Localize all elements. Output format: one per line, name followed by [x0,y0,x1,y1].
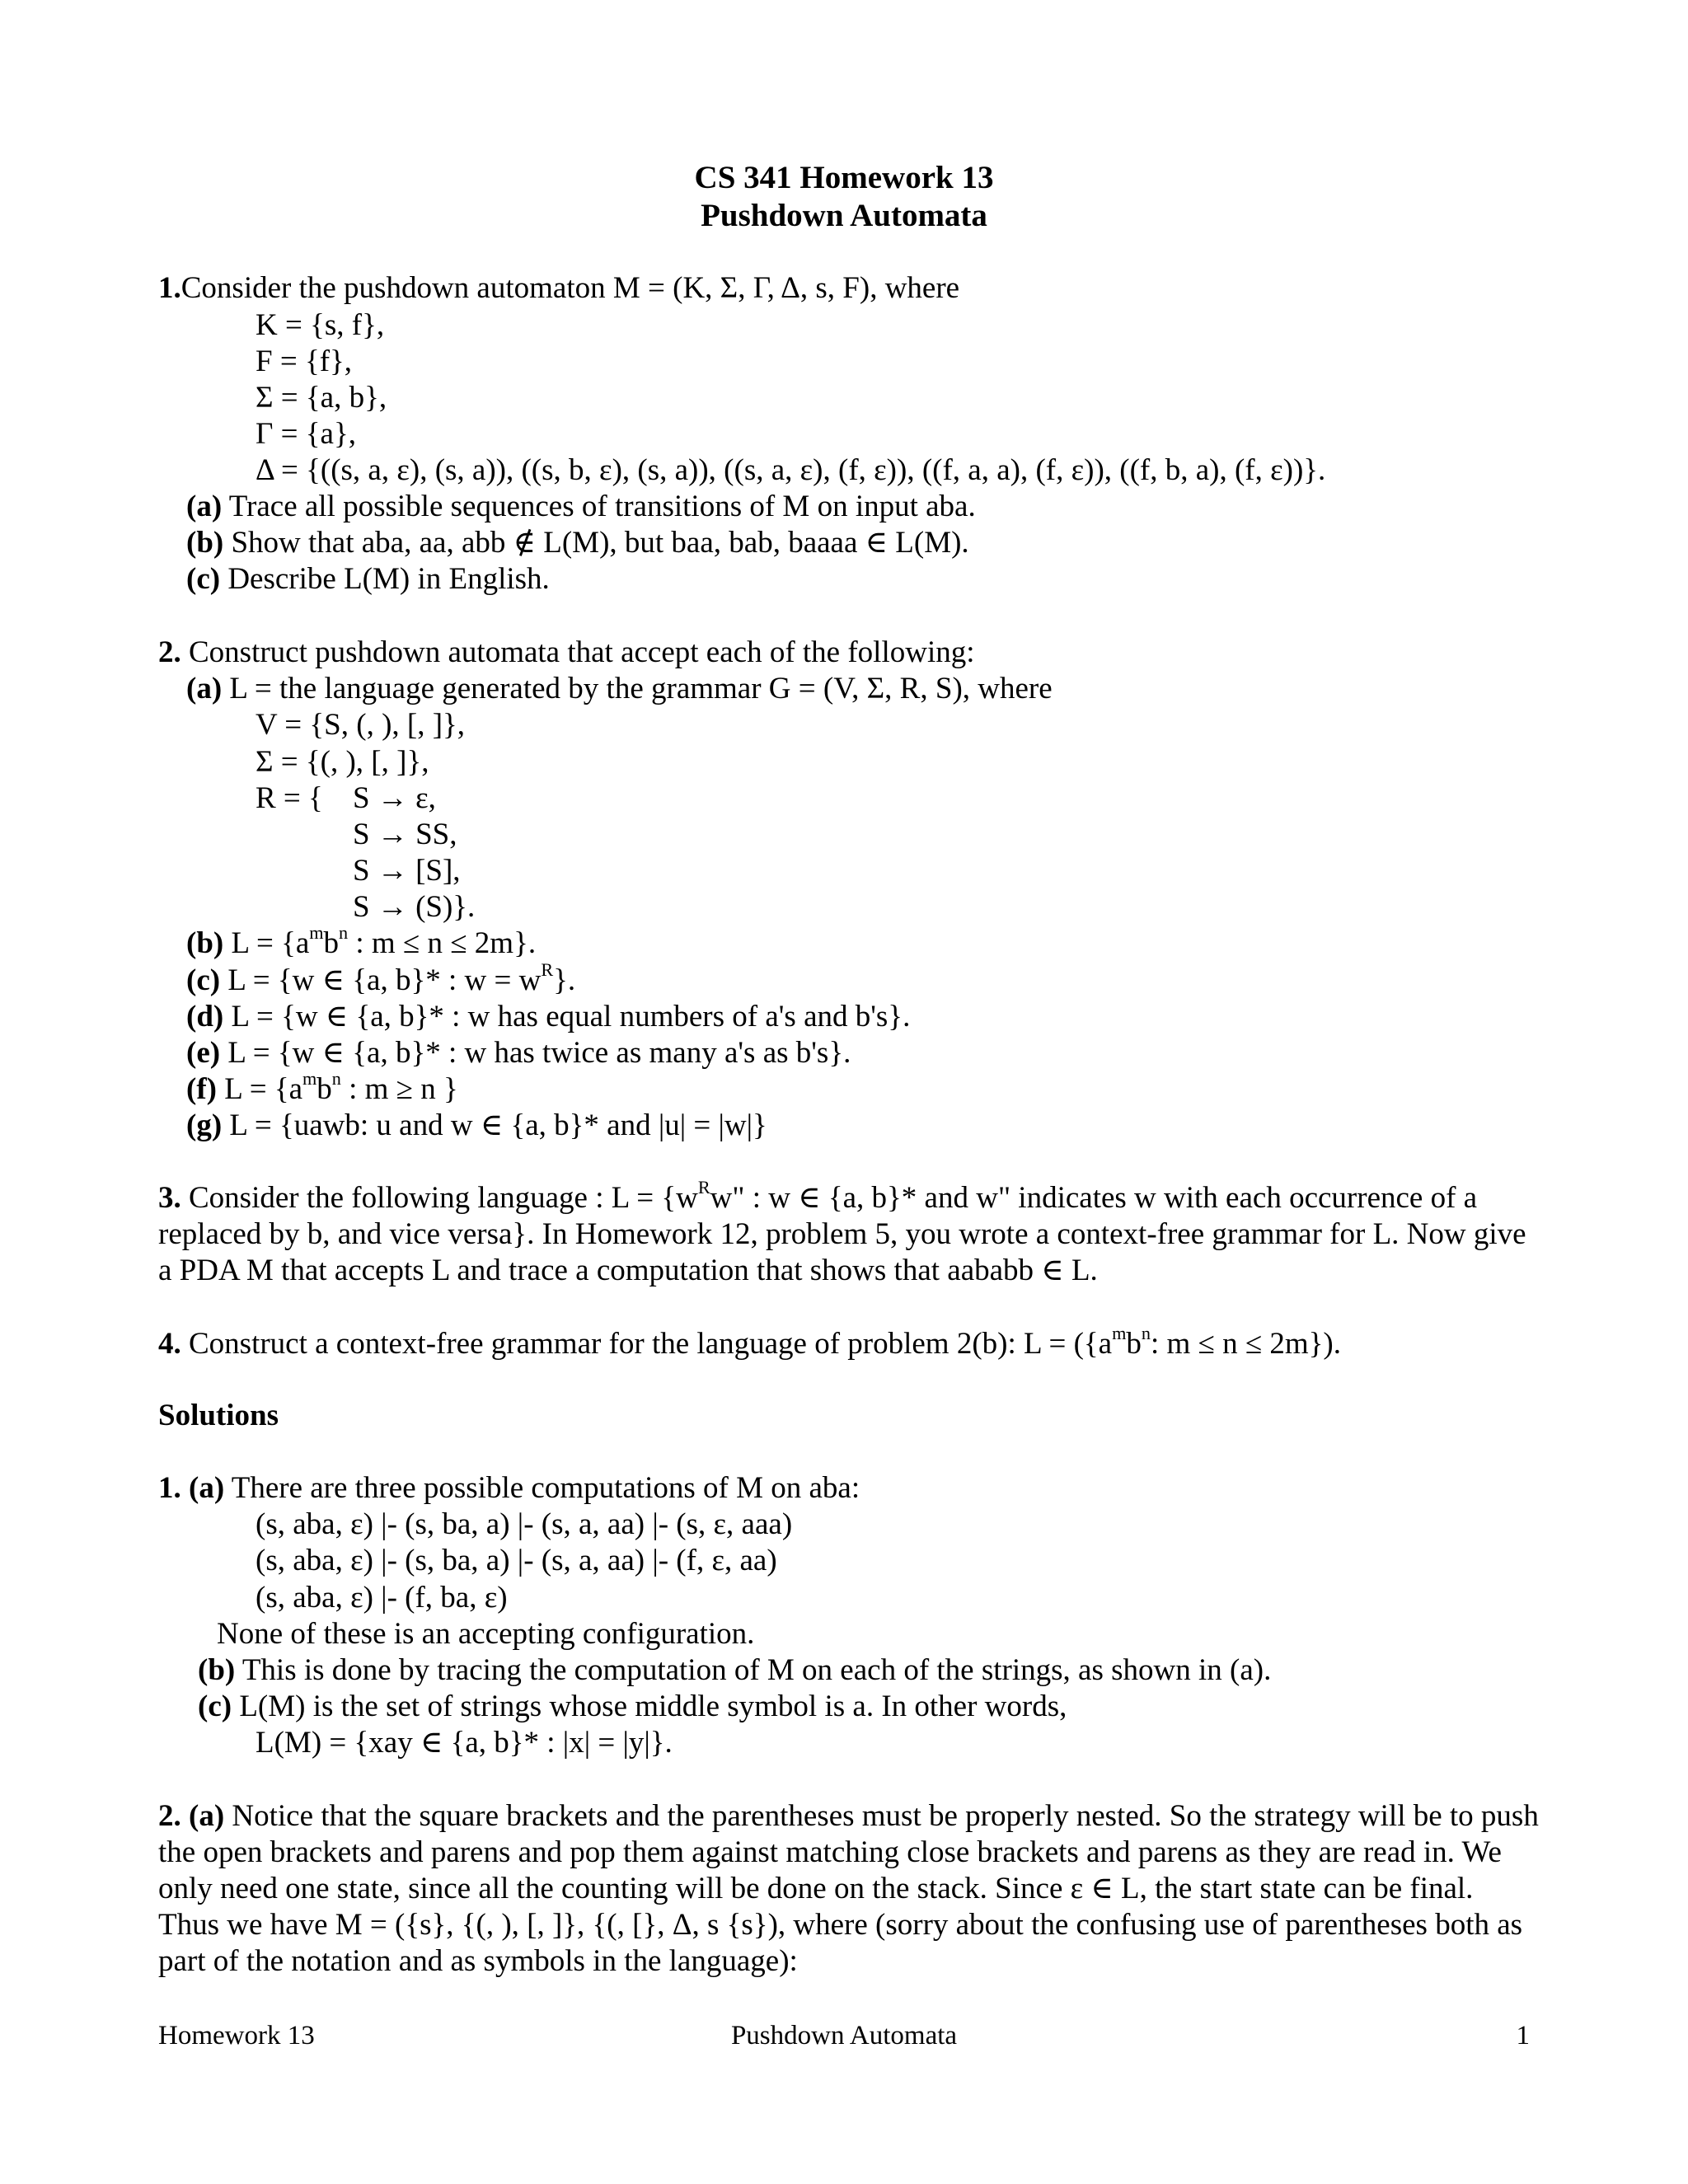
solution-2a-line-2: the open brackets and parens and pop them against matching close brackets and parens as they are read in. We [158,1835,1502,1869]
solution-1c-language: L(M) = {xay ∈ {a, b}* : |x| = |y|}. [256,1726,673,1760]
solution-1a: 1. (a) There are three possible computations of M on aba: [158,1471,860,1505]
solution-2a-line-4: Thus we have M = ({s}, {(, ), [, ]}, {(, [}, Δ, s {s}), where (sorry about the confusing use of parentheses both as [158,1908,1523,1942]
solution-2a-line-1: 2. (a) Notice that the square brackets and the parentheses must be properly nested. So the strategy will be to push [158,1799,1539,1833]
problem-2a-sigma: Σ = {(, ), [, ]}, [256,745,429,779]
solution-2a-line-3: only need one state, since all the counting will be done on the stack. Since ε ∈ L, the start state can be final. [158,1872,1474,1905]
footer-page-number: 1 [1516,2021,1530,2050]
problem-2a-rule-2: S → SS, [353,818,457,851]
problem-1-F: F = {f}, [256,344,353,378]
solution-1a-conclusion: None of these is an accepting configuration. [217,1617,755,1651]
problem-2f: (f) $L = \{a^mb^n$ : m ≥ n } [186,1068,458,1106]
problem-1-number: 1. [158,271,181,305]
solution-1a-computation-1: (s, aba, ε) |- (s, ba, a) |- (s, a, aa) |- (s, ε, aaa) [256,1507,793,1541]
solution-1b: (b) This is done by tracing the computation of M on each of the strings, as shown in (a). [198,1653,1272,1687]
problem-2e: (e) L = {w ∈ {a, b}* : w has twice as many a's as b's}. [186,1036,851,1070]
solution-1c: (c) L(M) is the set of strings whose middle symbol is a. In other words, [198,1690,1067,1723]
problem-2a-V: V = {S, (, ), [, ]}, [256,708,466,742]
problem-2a: (a) L = the language generated by the grammar G = (V, Σ, R, S), where [186,672,1053,705]
problem-2a-R-open: R = { [256,781,323,815]
problem-1-delta: Δ = {((s, a, ε), (s, a)), ((s, b, ε), (s, a)), ((s, a, ε), (f, ε)), ((f, a, a), (f, ε)), ((f, b, a), (f, ε))}. [256,453,1326,487]
problem-3-line-3: a PDA M that accepts L and trace a computation that shows that aababb ∈ L. [158,1254,1098,1287]
problem-3-line-1: 3. Consider the following language : $L = \{w^Rw$" : w ∈ {a, b}* and w" indicates w with each occurrence of a [158,1177,1478,1215]
problem-2-intro: 2. Construct pushdown automata that accept each of the following: [158,635,975,669]
solutions-heading: Solutions [158,1399,279,1432]
solution-2a-line-5: part of the notation and as symbols in the language): [158,1944,798,1978]
problem-2c: (c) L = {w ∈ {a, b}* : $w = w^R$}. [186,959,576,997]
problem-4: 4. Construct a context-free grammar for the language of problem 2(b): $L = (\{a^mb^n$: m ≤ n ≤ 2m}). [158,1323,1342,1361]
problem-3-line-2: replaced by b, and vice versa}. In Homework 12, problem 5, you wrote a context-free grammar for L. Now give [158,1217,1526,1251]
footer-left: Homework 13 [158,2021,315,2050]
problem-2a-rule-4: S → (S)}. [353,890,476,924]
problem-2g: (g) L = {uawb: u and w ∈ {a, b}* and |u| = |w|} [186,1108,767,1142]
page-subtitle: Pushdown Automata [701,198,987,233]
solution-1a-computation-3: (s, aba, ε) |- (f, ba, ε) [256,1581,508,1615]
problem-1b: (b) Show that aba, aa, abb ∉ L(M), but baa, bab, baaaa ∈ L(M). [186,526,969,560]
problem-1-K: K = {s, f}, [256,308,385,342]
problem-1-gamma: Γ = {a}, [256,417,356,451]
problem-2b: (b) $L = \{a^mb^n$ : m ≤ n ≤ 2m}. [186,922,537,960]
solution-1a-computation-2: (s, aba, ε) |- (s, ba, a) |- (s, a, aa) |- (f, ε, aa) [256,1544,777,1577]
page-title: CS 341 Homework 13 [694,160,994,195]
problem-1c: (c) Describe L(M) in English. [186,562,550,596]
footer-center: Pushdown Automata [730,2021,958,2050]
problem-2a-rule-1: S → ε, [353,781,436,815]
problem-1-sigma: Σ = {a, b}, [256,381,387,415]
problem-2d: (d) L = {w ∈ {a, b}* : w has equal numbers of a's and b's}. [186,1000,911,1033]
problem-1a: (a) Trace all possible sequences of transitions of M on input aba. [186,490,976,523]
problem-1-intro: 1.Consider the pushdown automaton M = (K, Σ, Γ, Δ, s, F), where [158,271,960,305]
problem-2a-rule-3: S → [S], [353,854,461,888]
